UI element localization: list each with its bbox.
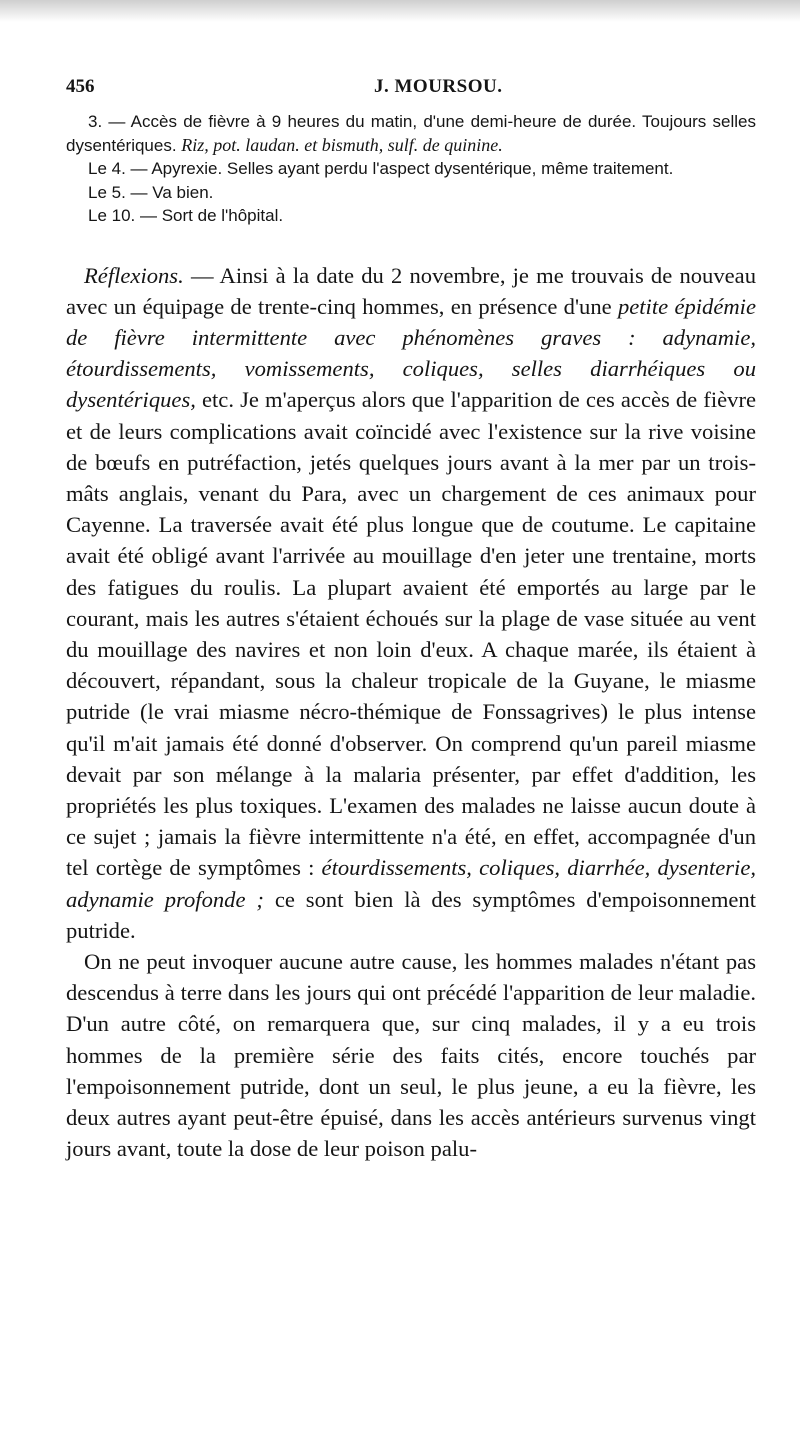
- reflexions-p1-italic-list: étourdissements, coliques, diarrhée, dysenterie, adynamie profonde ;: [66, 855, 756, 912]
- case-note-day-10: Le 10. — Sort de l'hôpital.: [88, 206, 284, 225]
- reflexions-p1-part-e: ce sont bien là des symptômes d'empoisonnement putride.: [66, 886, 757, 943]
- case-notes: [66, 110, 756, 228]
- reflexions-section: [66, 260, 756, 1165]
- case-note-day-3: [66, 110, 756, 157]
- running-head: J. MOURSOU.: [374, 76, 503, 97]
- reflexions-p1-part-c: etc. Je m'aperçus alors que l'apparition de ces accès de fièvre et de leurs complications avait coïncidé avec l'existence sur la rive voisine de bœufs en putréfaction, jetés quelques jours avant à la mer par un trois-mâts anglais, venant du Para, avec un chargement de ces animaux pour Cayenne. La traversée avait été plus longue que de coutume. Le capitaine avait été obligé avant l'arrivée au mouillage d'en jeter une trentaine, morts des fatigues du roulis. La plupart avaient été emportés au large par le courant, mais les autres s'étaient échoués sur la plage de vase située au vent du mouillage des navires et non loin d'eux. A chaque marée, ils étaient à découvert, répandant, sous la chaleur tropicale de la Guyane, le miasme putride (le vrai miasme nécro-thémique de Fonssagrives) le plus intense qu'il m'ait jamais été donné d'observer. On comprend qu'un pareil miasme devait par son mélange à la malaria présenter, par effet d'addition, les propriétés les plus toxiques. L'examen des malades ne laisse aucun doute à ce sujet ; jamais la fièvre intermittente n'a été, en effet, accompagnée d'un tel cortège de symptômes :: [66, 387, 756, 881]
- reflexions-heading: Réflexions.: [84, 262, 184, 288]
- reflexions-paragraph-1: [66, 260, 756, 946]
- page-number: 456: [66, 76, 95, 97]
- reflexions-p1-italic-symptoms: petite épidémie de fièvre intermittente avec phénomènes graves : adynamie, étourdissements, vomissements, coliques, selles diarrhéiques ou dysentériques,: [66, 293, 756, 413]
- reflexions-p1-part-a: — Ainsi à la date du 2 novembre, je me trouvais de nouveau avec un équipage de trente-cinq hommes, en présence d'une: [66, 262, 756, 319]
- scan-edge: [0, 0, 800, 22]
- case-note-day-4: Le 4. — Apyrexie. Selles ayant perdu l'aspect dysentérique, même traitement.: [88, 159, 674, 178]
- page-header: [66, 70, 756, 106]
- reflexions-paragraph-2: On ne peut invoquer aucune autre cause, les hommes malades n'étant pas descendus à terre dans les jours qui ont précédé l'apparition de leur maladie. D'un autre côté, on remarquera que, sur cinq malades, il y a eu trois hommes de la première série des faits cités, encore touchés par l'empoisonnement putride, dont un seul, le plus jeune, a eu la fièvre, les deux autres ayant peut-être épuisé, dans les accès antérieurs survenus vingt jours avant, toute la dose de leur poison palu-: [66, 948, 756, 1162]
- case-note-day-3-text: 3. — Accès de fièvre à 9 heures du matin, d'une demi-heure de durée. Toujours selles dysentériques.: [66, 112, 756, 155]
- case-note-day-5: Le 5. — Va bien.: [88, 182, 214, 202]
- book-page: [66, 70, 756, 1164]
- case-note-day-3-treatment: Riz, pot. laudan. et bismuth, sulf. de quinine.: [181, 134, 503, 155]
